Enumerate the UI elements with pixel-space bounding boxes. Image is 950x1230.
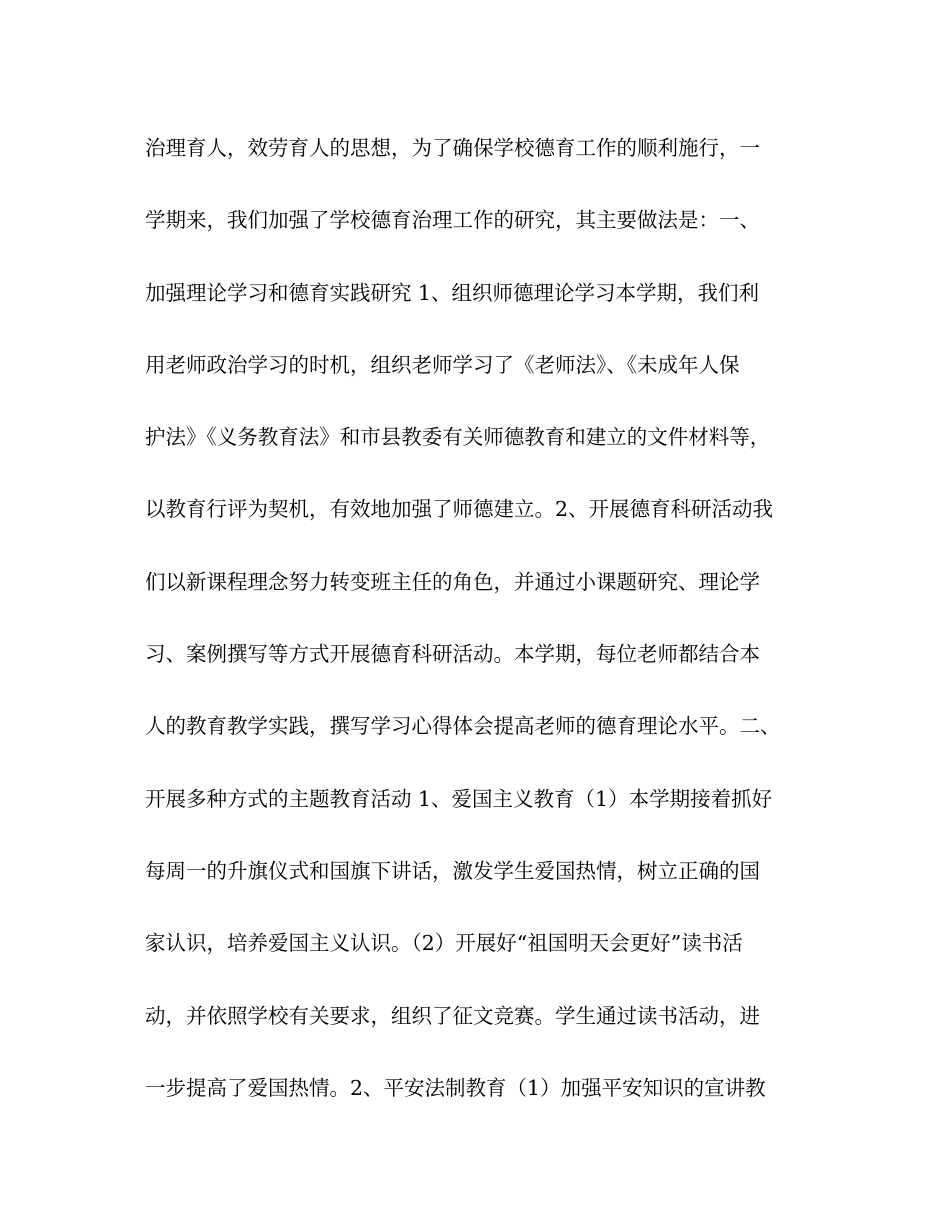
text-line: 每周一的升旗仪式和国旗下讲话，激发学生爱国热情，树立正确的国 [145,858,760,883]
text-line: 加强理论学习和德育实践研究 1、组织师德理论学习本学期，我们利 [145,280,760,305]
body-text [145,118,825,1130]
text-line: 动，并依照学校有关要求，组织了征文竞赛。学生通过读书活动，进 [145,1003,760,1028]
text-line: 们以新课程理念努力转变班主任的角色，并通过小课题研究、理论学 [145,569,760,594]
text-line: 学期来，我们加强了学校德育治理工作的研究，其主要做法是：一、 [145,208,760,233]
text-line: 一步提高了爱国热情。2、平安法制教育（1）加强平安知识的宣讲教 [145,1075,766,1100]
text-line: 用老师政治学习的时机，组织老师学习了《老师法》、《未成年人保 [145,352,740,377]
text-line: 护法》《义务教育法》和市县教委有关师德教育和建立的文件材料等， [145,425,771,450]
text-line: 开展多种方式的主题教育活动 1、爱国主义教育（1）本学期接着抓好 [145,786,773,811]
text-line: 以教育行评为契机，有效地加强了师德建立。2、开展德育科研活动我 [145,497,774,522]
text-line: 家认识，培养爱国主义认识。（2）开展好“祖国明天会更好”读书活 [145,931,743,956]
text-line: 人的教育教学实践，撰写学习心得体会提高老师的德育理论水平。二、 [145,714,781,739]
text-line: 习、案例撰写等方式开展德育科研活动。本学期，每位老师都结合本 [145,642,760,667]
text-line: 治理育人，效劳育人的思想，为了确保学校德育工作的顺利施行，一 [145,136,760,160]
